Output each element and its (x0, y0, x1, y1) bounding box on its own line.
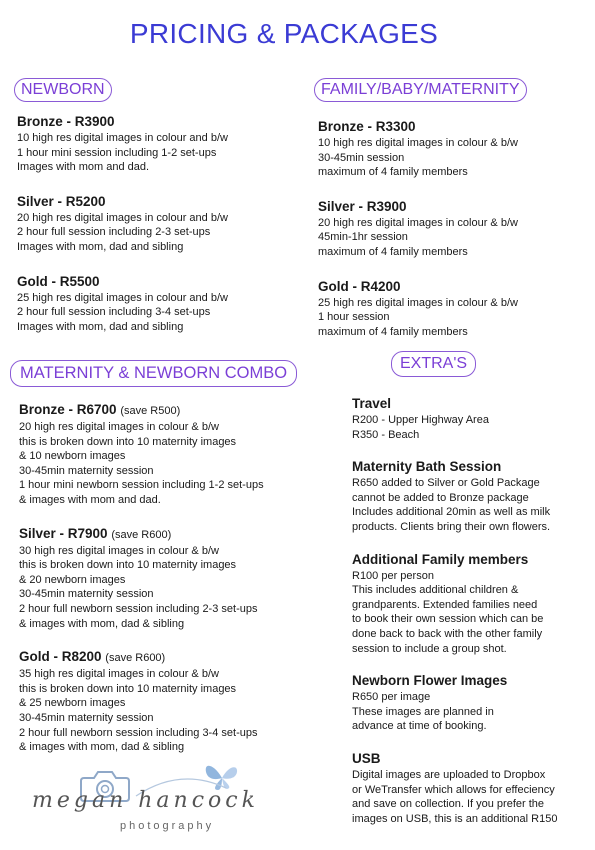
package-name: Silver - R7900 (19, 525, 108, 541)
extra-title: Newborn Flower Images (352, 673, 508, 689)
extra-line: cannot be added to Bronze package (352, 491, 529, 504)
extra-line: Includes additional 20min as well as milk (352, 506, 551, 519)
extra-maternity-bath (352, 459, 557, 534)
package-newborn-silver (17, 194, 228, 255)
extra-line: and save on collection. If you prefer the (352, 798, 545, 811)
package-line: & images with mom, dad & sibling (19, 617, 185, 630)
package-line: this is broken down into 10 maternity images (19, 435, 237, 448)
savings-note: (save R500) (120, 405, 181, 417)
package-title: Silver - R5200 (17, 193, 106, 209)
section-label-extras: EXTRA'S (391, 351, 476, 377)
extra-line: R100 per person (352, 569, 434, 582)
package-line: 20 high res digital images in colour & b/w (318, 216, 518, 229)
package-line: 25 high res digital images in colour and b/w (17, 291, 228, 304)
extra-flower-images (352, 673, 557, 734)
extra-line: images on USB, this is an additional R150 (352, 812, 558, 825)
package-title (19, 649, 264, 666)
package-title: Gold - R4200 (318, 278, 401, 294)
package-combo-silver (19, 526, 264, 632)
package-line: & images with mom and dad. (19, 493, 161, 506)
package-name: Bronze - R6700 (19, 402, 117, 417)
package-newborn-bronze (17, 114, 228, 175)
extra-line: R200 - Upper Highway Area (352, 414, 489, 426)
package-combo-bronze (19, 402, 264, 508)
family-packages (318, 119, 518, 358)
package-line: 10 high res digital images in colour and b/w (17, 132, 228, 144)
package-title: Bronze - R3900 (17, 114, 115, 129)
package-line: 10 high res digital images in colour & b/w (318, 137, 518, 149)
extra-line: products. Clients bring their own flowers. (352, 520, 551, 533)
package-line: & images with mom, dad & sibling (19, 741, 185, 754)
extra-line: session to include a group shot. (352, 642, 507, 655)
extra-usb (352, 751, 557, 826)
extra-line: or WeTransfer which allows for effeciency (352, 783, 555, 796)
package-line: this is broken down into 10 maternity images (19, 559, 237, 572)
savings-note: (save R600) (111, 528, 172, 541)
package-newborn-gold (17, 274, 228, 335)
extra-line: R650 added to Silver or Gold Package (352, 477, 540, 490)
package-title: Gold - R5500 (17, 273, 100, 289)
package-name: Gold - R8200 (19, 649, 102, 665)
extra-title: USB (352, 750, 381, 766)
extra-line: These images are planned in (352, 705, 494, 718)
extra-title: Additional Family members (352, 551, 529, 567)
package-line: 2 hour full session including 2-3 set-ups (17, 226, 211, 239)
package-line: 30-45min maternity session (19, 711, 154, 724)
extra-line: advance at time of booking. (352, 720, 487, 733)
package-line: this is broken down into 10 maternity images (19, 682, 237, 695)
extra-line: to book their own session which can be (352, 613, 544, 626)
package-line: maximum of 4 family members (318, 325, 468, 338)
package-line: Images with mom and dad. (17, 161, 150, 174)
package-title: Silver - R3900 (318, 198, 407, 214)
package-line: 2 hour full session including 3-4 set-ups (17, 306, 211, 319)
package-line: 45min-1hr session (318, 231, 408, 244)
extra-title: Travel (352, 396, 392, 411)
package-line: 2 hour full newborn session including 3-4 set-ups (19, 726, 258, 739)
package-line: 2 hour full newborn session including 2-3 set-ups (19, 602, 258, 615)
package-line: Images with mom, dad and sibling (17, 320, 184, 333)
package-title: Bronze - R3300 (318, 119, 416, 134)
package-line: Images with mom, dad and sibling (17, 240, 184, 253)
extra-line: grandparents. Extended families need (352, 598, 538, 611)
package-line: 1 hour session (318, 311, 390, 324)
package-line: & 25 newborn images (19, 697, 126, 710)
package-combo-gold (19, 649, 264, 755)
extra-line: R350 - Beach (352, 428, 420, 441)
savings-note: (save R600) (105, 652, 166, 665)
logo-name: megan hancock (32, 788, 259, 813)
section-label-family: FAMILY/BABY/MATERNITY (314, 78, 527, 102)
extra-line: done back to back with the other family (352, 627, 543, 640)
package-line: 35 high res digital images in colour & b/w (19, 668, 219, 681)
package-family-silver (318, 199, 518, 260)
package-line: maximum of 4 family members (318, 166, 468, 179)
combo-packages (19, 402, 264, 755)
package-line: 30-45min session (318, 151, 405, 164)
extra-line: Digital images are uploaded to Dropbox (352, 768, 546, 781)
package-line: 20 high res digital images in colour & b/w (19, 421, 219, 433)
extra-line: This includes additional children & (352, 584, 519, 597)
section-label-combo: MATERNITY & NEWBORN COMBO (10, 360, 297, 387)
package-line: maximum of 4 family members (318, 245, 468, 258)
package-line: 30-45min maternity session (19, 464, 154, 477)
package-title (19, 402, 264, 419)
section-label-newborn: NEWBORN (14, 78, 112, 102)
extra-line: R650 per image (352, 691, 431, 704)
logo (26, 758, 276, 840)
extras-list (352, 396, 557, 826)
extra-travel (352, 396, 557, 442)
logo-subtitle: photography (120, 820, 215, 832)
package-family-gold (318, 279, 518, 340)
extra-family-members (352, 552, 557, 657)
page-title: PRICING & PACKAGES (129, 18, 439, 49)
package-line: 20 high res digital images in colour and b/w (17, 211, 228, 224)
package-title (19, 526, 264, 543)
package-line: 30-45min maternity session (19, 588, 154, 601)
package-line: & 20 newborn images (19, 573, 126, 586)
package-line: 30 high res digital images in colour & b/w (19, 544, 219, 557)
newborn-packages (17, 114, 228, 353)
extra-title: Maternity Bath Session (352, 459, 502, 475)
package-family-bronze (318, 119, 518, 180)
package-line: & 10 newborn images (19, 450, 126, 463)
package-line: 25 high res digital images in colour & b/w (318, 296, 518, 309)
package-line: 1 hour mini session including 1-2 set-ups (17, 146, 217, 159)
package-line: 1 hour mini newborn session including 1-2 set-ups (19, 479, 264, 492)
